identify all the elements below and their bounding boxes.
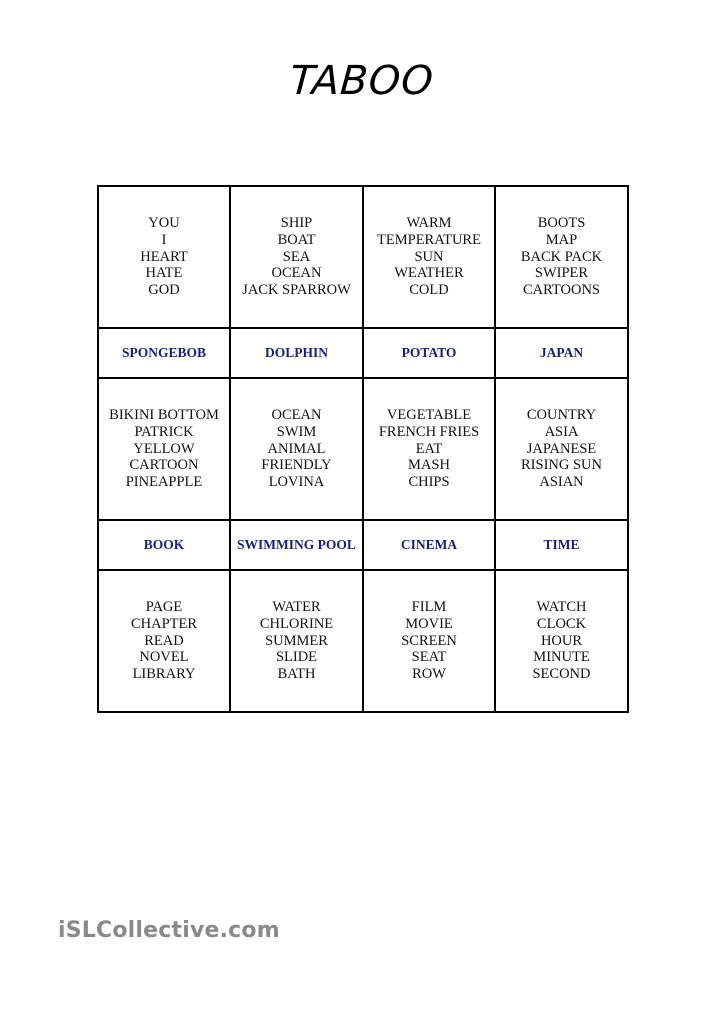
clue-word: READ: [144, 632, 184, 649]
keyword-cell: TIME: [495, 520, 628, 570]
clue-cell: [495, 570, 628, 712]
clue-word: SUN: [414, 248, 444, 265]
clue-cell: [230, 378, 363, 520]
clue-word: CHLORINE: [259, 615, 334, 632]
clue-word: COUNTRY: [526, 407, 597, 423]
clue-word: CHIPS: [408, 474, 450, 491]
clue-word: MASH: [408, 457, 450, 474]
keyword-cell: SWIMMING POOL: [230, 520, 363, 570]
clue-word: WARM: [406, 215, 452, 231]
clue-word: FILM: [411, 599, 447, 615]
clue-row: [98, 186, 628, 328]
page-title: TABOO: [288, 58, 436, 104]
clue-word: CHAPTER: [130, 615, 198, 632]
clue-word: ASIAN: [539, 474, 584, 491]
clue-word: BOOTS: [537, 215, 586, 231]
clue-word: HATE: [145, 265, 183, 282]
clue-word: VEGETABLE: [386, 407, 472, 423]
clue-word: GOD: [148, 282, 180, 299]
clue-word: SLIDE: [275, 649, 318, 666]
clue-word: JAPANESE: [526, 440, 597, 457]
clue-word: YOU: [148, 215, 180, 231]
keyword-row: [98, 520, 628, 570]
clue-word: TEMPERATURE: [377, 231, 481, 248]
clue-word: SHIP: [280, 215, 313, 231]
clue-word: MINUTE: [533, 649, 590, 666]
clue-word: WATCH: [536, 599, 587, 615]
clue-word: SECOND: [532, 666, 591, 683]
clue-word: CLOCK: [536, 615, 587, 632]
keyword-cell: CINEMA: [363, 520, 495, 570]
clue-word: HOUR: [540, 632, 583, 649]
clue-word: BACK PACK: [520, 248, 603, 265]
clue-cell: [495, 186, 628, 328]
clue-word: CARTOONS: [522, 282, 601, 299]
clue-word: FRENCH FRIES: [378, 423, 480, 440]
keyword-cell: JAPAN: [495, 328, 628, 378]
clue-word: SWIPER: [534, 265, 589, 282]
clue-word: BOAT: [277, 231, 316, 248]
clue-word: CARTOON: [129, 457, 199, 474]
clue-word: MOVIE: [405, 615, 453, 632]
taboo-card-grid: [97, 185, 629, 713]
site-watermark: iSLCollective.com: [58, 918, 280, 943]
clue-cell: [98, 378, 230, 520]
clue-word: SEA: [282, 248, 311, 265]
clue-word: PINEAPPLE: [125, 474, 203, 491]
clue-word: LOVINA: [268, 474, 325, 491]
clue-cell: [230, 186, 363, 328]
clue-word: ASIA: [544, 423, 579, 440]
clue-cell: [98, 186, 230, 328]
clue-word: OCEAN: [271, 265, 322, 282]
keyword-cell: DOLPHIN: [230, 328, 363, 378]
clue-word: YELLOW: [133, 440, 195, 457]
clue-word: BIKINI BOTTOM: [109, 407, 219, 423]
clue-word: PATRICK: [134, 423, 194, 440]
clue-cell: [363, 186, 495, 328]
clue-cell: [363, 570, 495, 712]
clue-word: SWIM: [276, 423, 317, 440]
clue-word: EAT: [415, 440, 443, 457]
keyword-cell: SPONGEBOB: [98, 328, 230, 378]
keyword-cell: BOOK: [98, 520, 230, 570]
clue-word: PAGE: [145, 599, 183, 615]
clue-word: COLD: [409, 282, 449, 299]
keyword-cell: POTATO: [363, 328, 495, 378]
clue-row: [98, 378, 628, 520]
clue-word: OCEAN: [271, 407, 322, 423]
keyword-row: [98, 328, 628, 378]
clue-word: MAP: [545, 231, 578, 248]
clue-word: NOVEL: [139, 649, 189, 666]
clue-word: BATH: [277, 666, 316, 683]
clue-word: WATER: [272, 599, 321, 615]
clue-cell: [230, 570, 363, 712]
clue-word: ANIMAL: [267, 440, 326, 457]
clue-word: LIBRARY: [132, 666, 196, 683]
clue-word: FRIENDLY: [261, 457, 332, 474]
clue-word: JACK SPARROW: [242, 282, 351, 299]
clue-row: [98, 570, 628, 712]
clue-cell: [363, 378, 495, 520]
clue-word: WEATHER: [394, 265, 464, 282]
clue-word: ROW: [412, 666, 446, 683]
clue-cell: [98, 570, 230, 712]
clue-word: RISING SUN: [521, 457, 602, 474]
clue-word: SUMMER: [265, 632, 328, 649]
clue-word: SEAT: [411, 649, 447, 666]
clue-cell: [495, 378, 628, 520]
clue-word: I: [161, 231, 167, 248]
clue-word: HEART: [140, 248, 188, 265]
clue-word: SCREEN: [401, 632, 457, 649]
